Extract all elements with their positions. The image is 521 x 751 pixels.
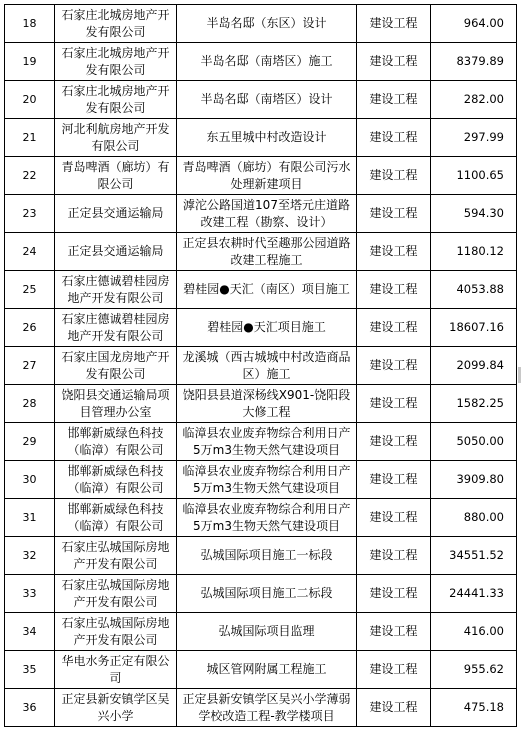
project-name-cell: 半岛名邸（南塔区）施工 (177, 43, 357, 81)
project-name-cell: 弘城国际项目施工一标段 (177, 537, 357, 575)
row-number-cell: 32 (5, 537, 55, 575)
organization-cell: 邯郸新威绿色科技（临漳）有限公司 (55, 461, 177, 499)
row-number-cell: 20 (5, 81, 55, 119)
amount-cell: 282.00 (431, 81, 517, 119)
project-name-cell: 半岛名邸（东区）设计 (177, 5, 357, 43)
organization-cell: 青岛啤酒（廊坊）有限公司 (55, 157, 177, 195)
table-body (5, 5, 517, 727)
organization-cell: 饶阳县交通运输局项目管理办公室 (55, 385, 177, 423)
row-number-cell: 25 (5, 271, 55, 309)
project-type-cell: 建设工程 (357, 309, 431, 347)
project-type-cell: 建设工程 (357, 271, 431, 309)
table-row (5, 157, 517, 195)
table-row (5, 119, 517, 157)
amount-cell: 297.99 (431, 119, 517, 157)
row-number-cell: 36 (5, 689, 55, 727)
row-number-cell: 35 (5, 651, 55, 689)
table-row (5, 309, 517, 347)
project-name-cell: 临漳县农业废弃物综合利用日产5万m3生物天然气建设项目 (177, 499, 357, 537)
project-type-cell: 建设工程 (357, 537, 431, 575)
project-name-cell: 滹沱公路国道107至塔元庄道路改建工程（勘察、设计） (177, 195, 357, 233)
amount-cell: 416.00 (431, 613, 517, 651)
organization-cell: 石家庄德诚碧桂园房地产开发有限公司 (55, 271, 177, 309)
row-number-cell: 30 (5, 461, 55, 499)
organization-cell: 正定县新安镇学区吴兴小学 (55, 689, 177, 727)
organization-cell: 石家庄国龙房地产开发有限公司 (55, 347, 177, 385)
table-row (5, 537, 517, 575)
row-number-cell: 21 (5, 119, 55, 157)
organization-cell: 石家庄德诚碧桂园房地产开发有限公司 (55, 309, 177, 347)
amount-cell: 594.30 (431, 195, 517, 233)
project-type-cell: 建设工程 (357, 385, 431, 423)
row-number-cell: 33 (5, 575, 55, 613)
project-type-cell: 建设工程 (357, 81, 431, 119)
row-number-cell: 18 (5, 5, 55, 43)
project-table (4, 4, 517, 727)
table-row (5, 43, 517, 81)
amount-cell: 964.00 (431, 5, 517, 43)
amount-cell: 24441.33 (431, 575, 517, 613)
amount-cell: 1180.12 (431, 233, 517, 271)
project-name-cell: 正定县新安镇学区吴兴小学薄弱学校改造工程-教学楼项目 (177, 689, 357, 727)
table-row (5, 5, 517, 43)
row-number-cell: 31 (5, 499, 55, 537)
row-number-cell: 28 (5, 385, 55, 423)
project-type-cell: 建设工程 (357, 43, 431, 81)
row-number-cell: 27 (5, 347, 55, 385)
row-number-cell: 26 (5, 309, 55, 347)
table-row (5, 347, 517, 385)
project-name-cell: 临漳县农业废弃物综合利用日产5万m3生物天然气建设项目 (177, 423, 357, 461)
project-type-cell: 建设工程 (357, 119, 431, 157)
project-name-cell: 半岛名邸（南塔区）设计 (177, 81, 357, 119)
project-name-cell: 弘城国际项目监理 (177, 613, 357, 651)
organization-cell: 正定县交通运输局 (55, 195, 177, 233)
project-name-cell: 碧桂园●天汇（南区）项目施工 (177, 271, 357, 309)
project-table-sheet (4, 4, 516, 727)
table-row (5, 233, 517, 271)
table-row (5, 651, 517, 689)
project-type-cell: 建设工程 (357, 423, 431, 461)
project-type-cell: 建设工程 (357, 5, 431, 43)
amount-cell: 880.00 (431, 499, 517, 537)
amount-cell: 1582.25 (431, 385, 517, 423)
row-number-cell: 23 (5, 195, 55, 233)
row-number-cell: 24 (5, 233, 55, 271)
row-number-cell: 19 (5, 43, 55, 81)
project-name-cell: 龙溪城（西古城城中村改造商品区）施工 (177, 347, 357, 385)
amount-cell: 34551.52 (431, 537, 517, 575)
project-name-cell: 东五里城中村改造设计 (177, 119, 357, 157)
project-type-cell: 建设工程 (357, 347, 431, 385)
project-name-cell: 正定县农耕时代至趣那公园道路改建工程施工 (177, 233, 357, 271)
row-number-cell: 22 (5, 157, 55, 195)
amount-cell: 8379.89 (431, 43, 517, 81)
amount-cell: 3909.80 (431, 461, 517, 499)
amount-cell: 955.62 (431, 651, 517, 689)
table-row (5, 423, 517, 461)
table-row (5, 385, 517, 423)
project-name-cell: 饶阳县县道深杨线X901-饶阳段大修工程 (177, 385, 357, 423)
organization-cell: 石家庄北城房地产开发有限公司 (55, 5, 177, 43)
organization-cell: 华电水务正定有限公司 (55, 651, 177, 689)
project-type-cell: 建设工程 (357, 613, 431, 651)
amount-cell: 2099.84 (431, 347, 517, 385)
project-type-cell: 建设工程 (357, 689, 431, 727)
amount-cell: 18607.16 (431, 309, 517, 347)
project-name-cell: 青岛啤酒（廊坊）有限公司污水处理新建项目 (177, 157, 357, 195)
table-row (5, 689, 517, 727)
amount-cell: 4053.88 (431, 271, 517, 309)
table-row (5, 499, 517, 537)
project-type-cell: 建设工程 (357, 499, 431, 537)
project-type-cell: 建设工程 (357, 157, 431, 195)
project-type-cell: 建设工程 (357, 195, 431, 233)
organization-cell: 河北利航房地产开发有限公司 (55, 119, 177, 157)
table-row (5, 271, 517, 309)
project-type-cell: 建设工程 (357, 233, 431, 271)
row-number-cell: 29 (5, 423, 55, 461)
organization-cell: 石家庄北城房地产开发有限公司 (55, 81, 177, 119)
amount-cell: 1100.65 (431, 157, 517, 195)
amount-cell: 475.18 (431, 689, 517, 727)
organization-cell: 正定县交通运输局 (55, 233, 177, 271)
row-number-cell: 34 (5, 613, 55, 651)
organization-cell: 石家庄弘城国际房地产开发有限公司 (55, 537, 177, 575)
amount-cell: 5050.00 (431, 423, 517, 461)
project-name-cell: 碧桂园●天汇项目施工 (177, 309, 357, 347)
table-row (5, 81, 517, 119)
project-name-cell: 临漳县农业废弃物综合利用日产5万m3生物天然气建设项目 (177, 461, 357, 499)
organization-cell: 石家庄弘城国际房地产开发有限公司 (55, 613, 177, 651)
organization-cell: 邯郸新威绿色科技（临漳）有限公司 (55, 423, 177, 461)
project-type-cell: 建设工程 (357, 461, 431, 499)
project-type-cell: 建设工程 (357, 575, 431, 613)
organization-cell: 石家庄弘城国际房地产开发有限公司 (55, 575, 177, 613)
table-row (5, 461, 517, 499)
organization-cell: 邯郸新威绿色科技（临漳）有限公司 (55, 499, 177, 537)
organization-cell: 石家庄北城房地产开发有限公司 (55, 43, 177, 81)
table-row (5, 195, 517, 233)
table-row (5, 575, 517, 613)
table-row (5, 613, 517, 651)
project-name-cell: 弘城国际项目施工二标段 (177, 575, 357, 613)
project-name-cell: 城区管网附属工程施工 (177, 651, 357, 689)
project-type-cell: 建设工程 (357, 651, 431, 689)
